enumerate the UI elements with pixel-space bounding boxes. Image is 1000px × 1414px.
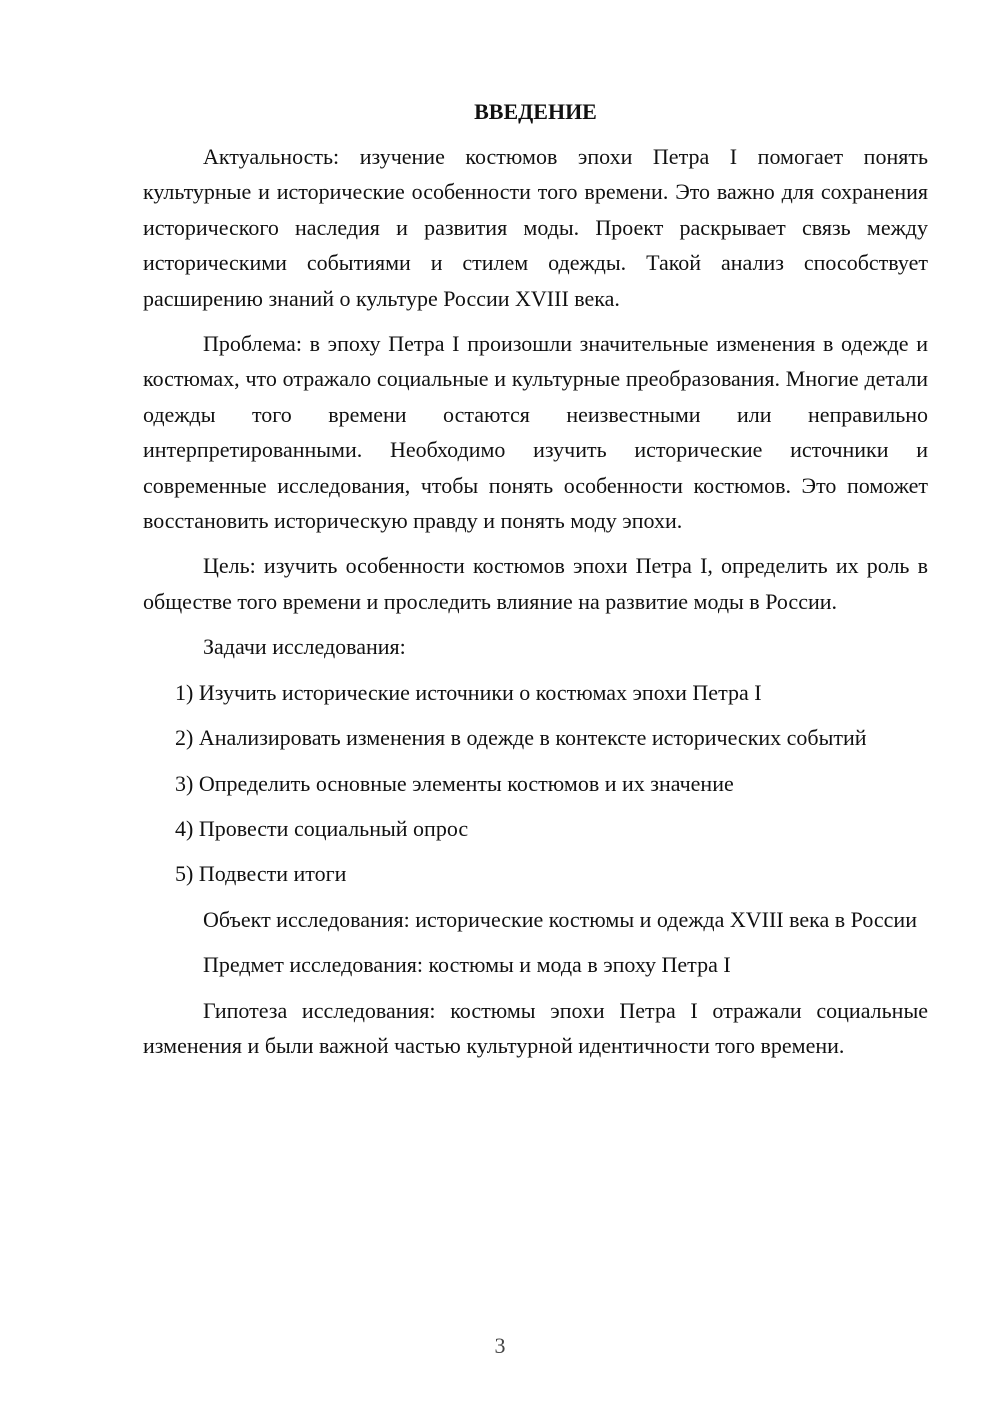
paragraph-goal: Цель: изучить особенности костюмов эпохи Петра I, определить их роль в обществе того времени и проследить влияние на развитие моды в России. [143, 553, 928, 614]
paragraph-object: Объект исследования: исторические костюмы и одежда XVIII века в России [203, 906, 917, 932]
task-item-1: 1) Изучить исторические источники о костюмах эпохи Петра I [175, 679, 762, 705]
page-number: 3 [494, 1333, 506, 1358]
page-title: ВВЕДЕНИЕ [474, 99, 597, 124]
tasks-heading: Задачи исследования: [203, 634, 406, 660]
paragraph-problem: Проблема: в эпоху Петра I произошли значительные изменения в одежде и костюмах, что отражало социальные и культурные преобразования. Многие детали одежды того времени остаются неизвестными или неправильно интерпретированными. Необходимо изучить исторические источники и современные исследования, чтобы понять особенности костюмов. Это поможет восстановить историческую правду и понять моду эпохи. [143, 331, 928, 534]
task-item-2: 2) Анализировать изменения в одежде в контексте исторических событий [175, 725, 867, 751]
paragraph-relevance: Актуальность: изучение костюмов эпохи Петра I помогает понять культурные и исторические особенности того времени. Это важно для сохранения исторического наследия и развития моды. Проект раскрывает связь между историческими событиями и стилем одежды. Такой анализ способствует расширению знаний о культуре России XVIII века. [143, 144, 928, 311]
paragraph-hypothesis: Гипотеза исследования: костюмы эпохи Петра I отражали социальные изменения и были важной частью культурной идентичности того времени. [143, 997, 928, 1058]
task-item-5: 5) Подвести итоги [175, 861, 347, 887]
document-page [143, 94, 928, 1073]
paragraph-subject: Предмет исследования: костюмы и мода в эпоху Петра I [203, 952, 731, 978]
task-item-3: 3) Определить основные элементы костюмов и их значение [175, 770, 734, 796]
task-item-4: 4) Провести социальный опрос [175, 815, 469, 841]
